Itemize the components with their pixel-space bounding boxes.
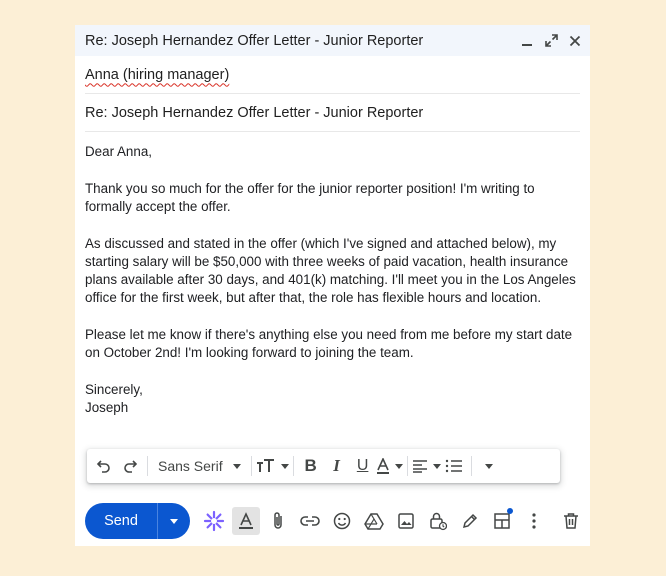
closing: Sincerely,	[85, 382, 143, 397]
numbered-list-icon[interactable]	[441, 452, 467, 480]
insert-link-icon[interactable]	[296, 507, 324, 535]
send-button-group	[85, 503, 190, 539]
chevron-down-icon	[433, 464, 441, 469]
font-size-button[interactable]	[256, 452, 289, 480]
send-options-button[interactable]	[158, 503, 190, 539]
underline-button[interactable]: U	[356, 457, 369, 474]
compose-actions	[85, 502, 585, 540]
font-family-select[interactable]	[152, 458, 247, 474]
chevron-down-icon	[485, 464, 493, 469]
toolbar-divider	[293, 456, 294, 476]
emoji-icon[interactable]	[328, 507, 356, 535]
toolbar-divider	[407, 456, 408, 476]
chevron-down-icon	[170, 519, 178, 524]
chevron-down-icon	[233, 464, 241, 469]
toolbar-divider	[471, 456, 472, 476]
more-options-icon[interactable]	[520, 507, 548, 535]
align-button[interactable]	[412, 452, 441, 480]
bold-button[interactable]: B	[304, 456, 317, 475]
help-me-write-icon[interactable]	[200, 507, 228, 535]
confidential-mode-icon[interactable]	[424, 507, 452, 535]
paragraph-3: Please let me know if there's anything else you need from me before my start date on October 2nd! I'm looking forward to joining the team.	[85, 327, 573, 360]
subject-text: Re: Joseph Hernandez Offer Letter - Junior Reporter	[85, 104, 424, 121]
discard-draft-icon[interactable]	[557, 507, 585, 535]
recipient-chip[interactable]: Anna (hiring manager)	[85, 66, 230, 83]
paragraph-2: As discussed and stated in the offer (which I've signed and attached below), my starting salary will be $50,000 with three weeks of paid vacation, health insurance plans available after 30 days, and 401(k) matching. I'll meet you in the Los Angeles office for the first week, but after that, the role has flexible hours and location.	[85, 236, 576, 305]
formatting-options-icon[interactable]	[232, 507, 260, 535]
toolbar-divider	[147, 456, 148, 476]
toolbar-divider	[251, 456, 252, 476]
signature-pen-icon[interactable]	[456, 507, 484, 535]
chevron-down-icon	[395, 464, 403, 469]
recipients-field[interactable]	[85, 56, 580, 94]
send-button[interactable]: Send	[104, 513, 138, 529]
text-color-button[interactable]	[376, 452, 403, 480]
new-feature-dot	[507, 508, 513, 514]
google-drive-icon[interactable]	[360, 507, 388, 535]
message-body[interactable]	[85, 143, 580, 417]
greeting: Dear Anna,	[85, 144, 152, 159]
subject-field[interactable]	[85, 94, 580, 132]
minimize-icon[interactable]	[520, 34, 534, 48]
italic-button[interactable]: I	[333, 456, 340, 475]
undo-icon[interactable]	[91, 452, 117, 480]
paragraph-1: Thank you so much for the offer for the junior reporter position! I'm writing to formally accept the offer.	[85, 181, 535, 214]
insert-photo-icon[interactable]	[392, 507, 420, 535]
layouts-icon[interactable]	[488, 507, 516, 535]
more-formatting-button[interactable]	[476, 452, 502, 480]
redo-icon[interactable]	[117, 452, 143, 480]
chevron-down-icon	[281, 464, 289, 469]
close-icon[interactable]	[568, 34, 582, 48]
signature: Joseph	[85, 400, 129, 415]
compose-titlebar[interactable]	[75, 25, 590, 56]
compose-window	[75, 25, 590, 546]
compose-title: Re: Joseph Hernandez Offer Letter - Junior Reporter	[85, 32, 424, 49]
window-controls	[520, 34, 582, 48]
font-family-label: Sans Serif	[158, 458, 223, 474]
formatting-toolbar	[87, 449, 560, 483]
attach-file-icon[interactable]	[264, 507, 292, 535]
fullscreen-icon[interactable]	[544, 34, 558, 48]
